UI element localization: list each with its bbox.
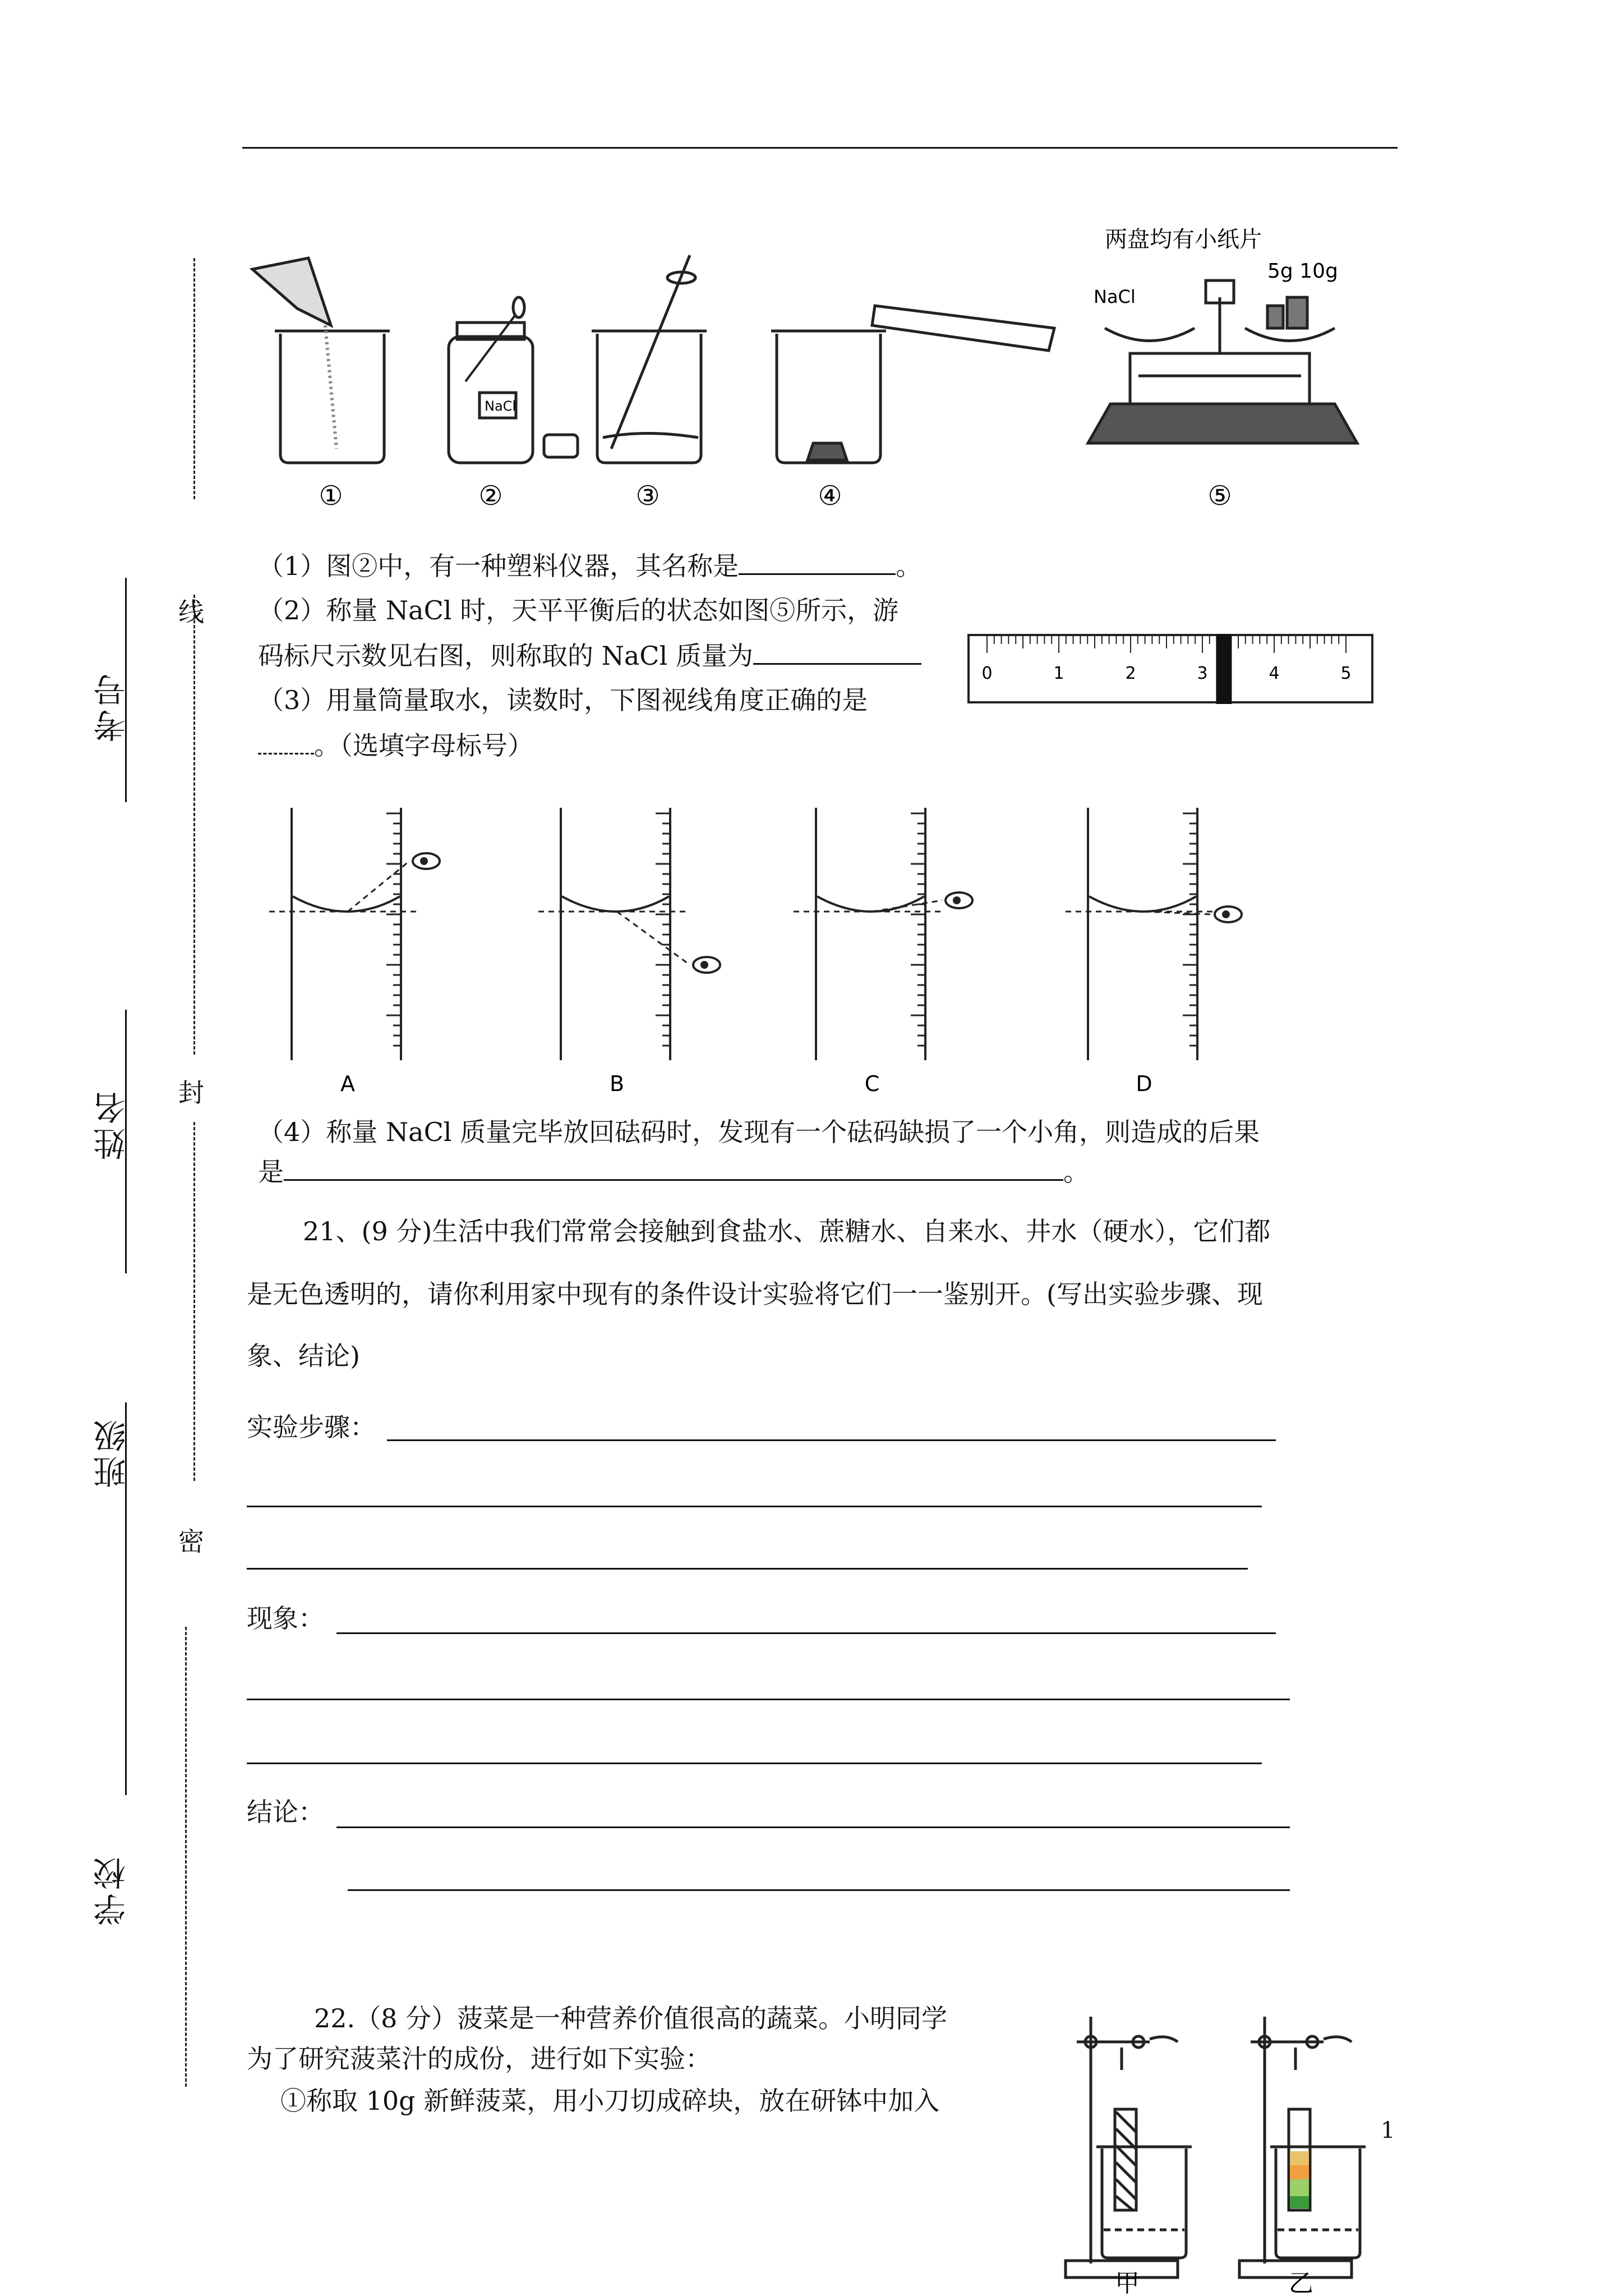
q20-part2-line2: 码标尺示数见右图，则称取的 NaCl 质量为 <box>258 638 921 673</box>
steps-answer-line[interactable] <box>247 1568 1248 1570</box>
q21-line1: 21、(9 分)生活中我们常常会接触到食盐水、蔗糖水、自来水、井水（硬水），它们都 <box>303 1216 1271 1246</box>
binding-dash-line <box>193 258 195 499</box>
meniscus <box>562 896 669 912</box>
scale-tick-label: 4 <box>1269 664 1280 683</box>
conclusion-answer-line[interactable] <box>336 1826 1290 1828</box>
scale-tick-label: 3 <box>1197 664 1208 683</box>
steps-answer-line[interactable] <box>387 1439 1276 1441</box>
reagent-jar-icon <box>449 297 578 463</box>
experiment-figure <box>241 213 1419 527</box>
seal-char-feng: 封 <box>178 1078 204 1108</box>
q22-line3: ①称取 10g 新鲜菠菜，用小刀切成碎块，放在研钵中加入 <box>280 2086 940 2116</box>
answer-blank-2[interactable] <box>753 638 921 665</box>
beaker-cylinder-icon <box>771 306 1054 463</box>
meniscus <box>293 896 400 912</box>
q21-line2: 是无色透明的，请你利用家中现有的条件设计实验将它们一一鉴别开。(写出实验步骤、现 <box>247 1279 1263 1309</box>
scale-tick-label: 0 <box>981 664 993 683</box>
q20-part4-line1: （4）称量 NaCl 质量完毕放回砝码时，发现有一个砝码缺损了一个小角，则造成的后果 <box>258 1117 1260 1147</box>
cylinder-label: C <box>864 1071 880 1096</box>
meniscus <box>817 896 924 912</box>
label-exam-number: 考号 <box>93 670 131 742</box>
q20-part3-line2: 。（选填字母标号） <box>258 728 533 762</box>
jar-label: NaCl <box>485 398 517 414</box>
q22-line1: 22.（8 分）菠菜是一种营养价值很高的蔬菜。小明同学 <box>314 2003 948 2033</box>
chromatography-figure <box>1043 2008 1391 2294</box>
binding-dash-line <box>193 1122 195 1481</box>
cylinder-label: D <box>1136 1071 1152 1096</box>
eye-pupil-icon <box>1222 910 1230 918</box>
phenomena-answer-line[interactable] <box>247 1699 1290 1700</box>
conclusion-answer-line[interactable] <box>348 1889 1290 1891</box>
apparatus-label-jia: 甲 <box>1115 2269 1140 2294</box>
steps-answer-line[interactable] <box>247 1506 1262 1507</box>
phenomena-label: 现象： <box>247 1603 324 1634</box>
cylinder-label: A <box>340 1071 355 1096</box>
rider-marker <box>1216 634 1232 704</box>
cylinder-figure <box>247 797 1279 1099</box>
q21-line3: 象、结论) <box>247 1341 360 1371</box>
answer-blank-3[interactable] <box>258 728 314 754</box>
balance-pan-label: NaCl <box>1094 286 1136 307</box>
page-number: 1 <box>1381 2118 1395 2143</box>
eye-pupil-icon <box>700 961 708 969</box>
q22-line2: 为了研究菠菜汁的成份，进行如下实验： <box>247 2044 711 2074</box>
rider-scale <box>967 634 1374 704</box>
conclusion-label: 结论： <box>247 1797 324 1827</box>
q20-part4-line2: 是 。 <box>258 1154 1089 1189</box>
figure-label-5: ⑤ <box>1207 480 1232 512</box>
beaker-stirring-icon <box>592 255 707 463</box>
q20-part1: （1）图②中，有一种塑料仪器，其名称是 。 <box>258 549 921 583</box>
scale-tick-label: 5 <box>1340 664 1352 683</box>
sight-line <box>872 900 942 912</box>
answer-blank-4[interactable] <box>284 1154 1063 1181</box>
margin-field-line <box>125 1531 127 1795</box>
seal-char-line: 线 <box>178 597 204 627</box>
binding-dash-line <box>185 1627 187 2087</box>
answer-blank-1[interactable] <box>739 549 896 575</box>
figure-label-1: ① <box>319 480 343 512</box>
stand-yi-icon <box>1239 2017 1366 2277</box>
eye-pupil-icon <box>953 896 961 904</box>
cylinder-label: B <box>609 1071 625 1096</box>
steps-label: 实验步骤： <box>247 1412 376 1442</box>
scale-tick-label: 2 <box>1125 664 1136 683</box>
q20-part3-line1: （3）用量筒量取水，读数时，下图视线角度正确的是 <box>258 685 868 715</box>
beaker-pouring-icon <box>252 258 390 463</box>
label-school: 学校 <box>93 1854 131 1926</box>
figure-label-3: ③ <box>635 480 660 512</box>
figure-label-2: ② <box>478 480 503 512</box>
label-name: 姓名 <box>93 1088 131 1160</box>
eye-pupil-icon <box>420 857 428 865</box>
phenomena-answer-line[interactable] <box>247 1763 1262 1764</box>
balance-weights: 5g 10g <box>1267 260 1338 283</box>
scale-tick-label: 1 <box>1053 664 1064 683</box>
binding-dash-line <box>193 595 195 1055</box>
sight-line <box>617 912 690 965</box>
figure-label-4: ④ <box>818 480 842 512</box>
header-rule <box>242 147 1398 149</box>
apparatus-label-yi: 乙 <box>1289 2269 1313 2294</box>
q20-part2-line1: （2）称量 NaCl 时，天平平衡后的状态如图⑤所示，游 <box>258 595 899 625</box>
label-class: 班级 <box>93 1416 131 1488</box>
meniscus <box>1089 896 1196 912</box>
phenomena-answer-line[interactable] <box>336 1632 1276 1634</box>
balance-note: 两盘均有小纸片 <box>1105 227 1262 252</box>
seal-char-mi: 密 <box>178 1526 204 1557</box>
stand-jia-icon <box>1066 2017 1192 2277</box>
